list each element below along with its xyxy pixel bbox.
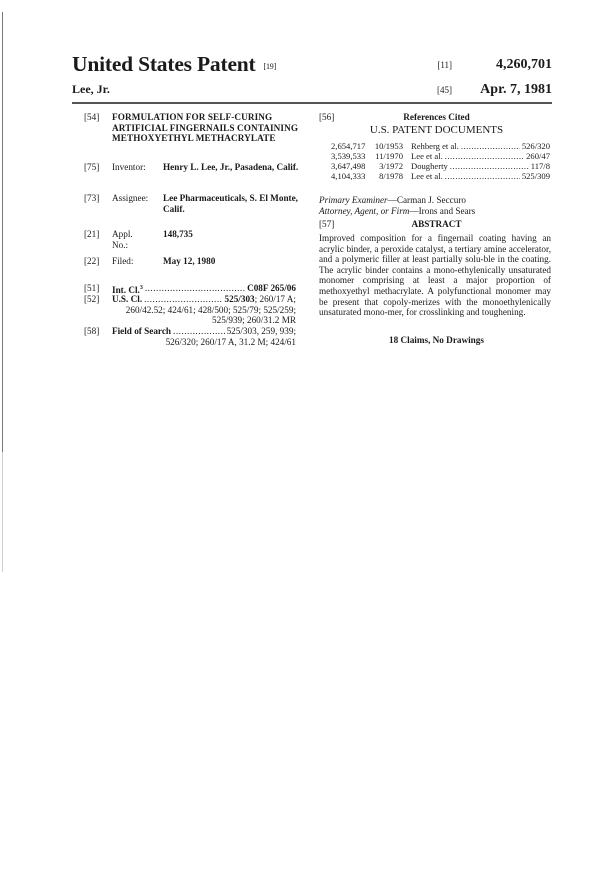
- us-cl-continuation: 525/939; 260/31.2 MR: [212, 315, 296, 326]
- assignee-value: [163, 193, 303, 214]
- field-code: [73]: [84, 193, 100, 203]
- patent-number-code: [11]: [437, 60, 452, 70]
- patent-number-row: [437, 57, 552, 73]
- field-label: Appl. No.:: [112, 229, 133, 250]
- patent-date-code: [45]: [437, 85, 452, 95]
- ref-class: 260/47: [526, 151, 550, 161]
- leader-dots: [445, 171, 520, 181]
- filed-value: May 12, 1980: [163, 256, 216, 266]
- ref-name: Dougherty: [411, 161, 448, 171]
- ref-class: 526/320: [521, 141, 550, 151]
- attorney: [319, 206, 554, 217]
- leader-dots: [450, 161, 529, 171]
- field-label: Inventor:: [112, 162, 146, 172]
- int-cl-value: C08F 265/06: [247, 283, 296, 293]
- primary-examiner-label: Primary Examiner: [319, 195, 388, 205]
- reference-row: [331, 171, 550, 181]
- field-of-search-value: 525/303, 259, 939;: [226, 326, 296, 336]
- reference-row: [331, 151, 550, 161]
- references-title: References Cited: [403, 112, 470, 122]
- ref-number: 3,647,498: [331, 161, 366, 171]
- ref-date: 8/1978: [379, 171, 403, 181]
- field-code: [56]: [319, 112, 335, 122]
- ref-number: 3,539,533: [331, 151, 366, 161]
- header-rule: [72, 102, 552, 104]
- ref-date: 3/1972: [379, 161, 403, 171]
- field-code: [51]: [84, 283, 100, 293]
- field-code: [58]: [84, 326, 100, 336]
- document-title: [72, 52, 276, 77]
- attorney-label: Attorney, Agent, or Firm: [319, 206, 410, 216]
- assignee-line: Lee Pharmaceuticals, S. El Monte,: [163, 193, 298, 203]
- abstract-title: ABSTRACT: [411, 219, 462, 229]
- assignee-line: Calif.: [163, 203, 185, 214]
- ref-number: 2,654,717: [331, 141, 366, 151]
- attorney-value: —Irons and Sears: [409, 206, 476, 216]
- ref-class: 117/8: [530, 161, 550, 171]
- primary-examiner: [319, 195, 554, 206]
- field-label: Field of Search: [112, 326, 172, 336]
- us-cl-continuation: 260/42.52; 424/61; 428/500; 525/79; 525/259;: [125, 304, 296, 315]
- field-label: Filed:: [112, 256, 134, 266]
- leader-dots: [445, 151, 524, 161]
- field-of-search-line: [112, 326, 296, 337]
- field-code: [54]: [84, 112, 100, 122]
- us-cl-line: [112, 294, 296, 305]
- title-code: [19]: [263, 62, 277, 71]
- field-code: [21]: [84, 229, 100, 239]
- primary-examiner-value: —Carman J. Seccuro: [387, 195, 466, 205]
- us-patent-documents-heading: U.S. PATENT DOCUMENTS: [369, 124, 504, 136]
- invention-title: [112, 112, 302, 144]
- us-cl-rest: ; 260/17 A;: [254, 294, 296, 304]
- appl-no-value: 148,735: [163, 229, 193, 239]
- reference-row: [331, 161, 550, 171]
- leader-dots: [173, 326, 225, 337]
- invention-title-line: FORMULATION FOR SELF-CURING: [112, 112, 273, 122]
- invention-title-line: ARTIFICIAL FINGERNAILS CONTAINING: [112, 122, 299, 133]
- ref-name: Lee et al.: [411, 151, 443, 161]
- ref-date: 10/1953: [374, 141, 403, 151]
- field-of-search-continuation: 526/320; 260/17 A, 31.2 M; 424/61: [165, 336, 296, 347]
- page-left-border: [2, 12, 3, 452]
- page-left-border-faded: [2, 452, 3, 572]
- ref-name: Rehberg et al.: [411, 141, 459, 151]
- ref-name: Lee et al.: [411, 171, 443, 181]
- leader-dots: [144, 294, 222, 305]
- claims-summary: 18 Claims, No Drawings: [389, 335, 484, 345]
- field-label: Int. Cl.$^3$: [112, 285, 143, 296]
- field-label: U.S. Cl.: [112, 294, 143, 304]
- patent-number: 4,260,701: [496, 57, 552, 72]
- field-code: [75]: [84, 162, 100, 172]
- reference-row: [331, 141, 550, 151]
- abstract-text: Improved composition for a fingernail coating having an acrylic binder, a peroxide catalyst, a tertiary amine accelerator, and a polymeric filler at least partially solu-ble in the coating. The acrylic binder contains a mono-ethylenically unsaturated monomer comprising at least a major proportion of methoxyethyl methacrylate. A polyfunctional monomer may be present that copoly-merizes with the monoethylenically unsaturated mono-mer, for crosslinking and toughening.: [319, 233, 551, 318]
- patent-date: Apr. 7, 1981: [480, 82, 552, 97]
- field-code: [52]: [84, 294, 100, 304]
- field-code: [57]: [319, 219, 335, 229]
- inventor-short: Lee, Jr.: [72, 82, 110, 96]
- field-code: [22]: [84, 256, 100, 266]
- title-text: United States Patent: [72, 52, 256, 76]
- patent-date-row: [437, 82, 552, 98]
- inventor-value: Henry L. Lee, Jr., Pasadena, Calif.: [163, 162, 299, 172]
- us-cl-primary: 525/303: [224, 294, 255, 304]
- field-label: Assignee:: [112, 193, 149, 203]
- invention-title-line: METHOXYETHYL METHACRYLATE: [112, 133, 276, 144]
- ref-class: 525/309: [521, 171, 550, 181]
- references-list: [331, 141, 550, 181]
- leader-dots: [461, 141, 520, 151]
- ref-date: 11/1970: [375, 151, 403, 161]
- ref-number: 4,104,333: [331, 171, 366, 181]
